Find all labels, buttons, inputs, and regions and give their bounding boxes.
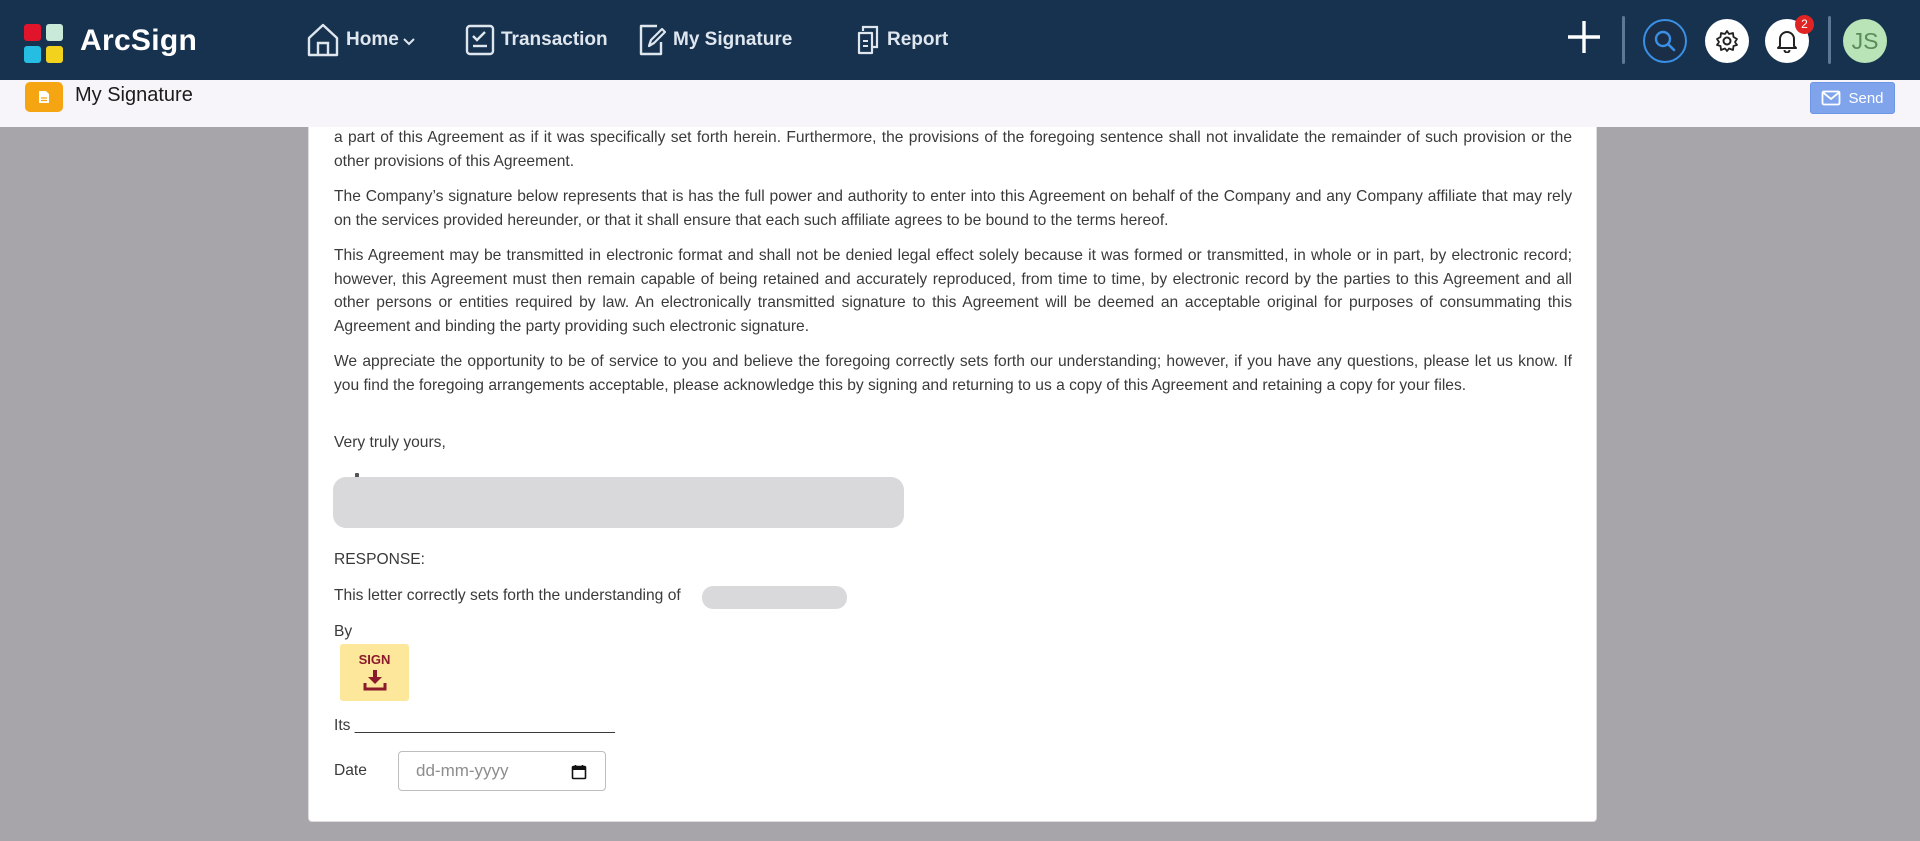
sign-button[interactable]: [340, 644, 409, 701]
page-title: My Signature: [75, 84, 193, 106]
settings-button[interactable]: [1705, 19, 1749, 63]
nav-transaction[interactable]: [465, 20, 608, 60]
nav-my-signature[interactable]: [637, 20, 792, 60]
home-icon: [306, 22, 340, 58]
search-button[interactable]: [1643, 19, 1687, 63]
document-paragraph: This Agreement may be transmitted in electronic format and shall not be denied legal effect solely because it was formed or transmitted, in whole or in part, by electronic record; however, this Agreement must then remain capable of being retained and accurately reproduced, from time to time, by electronic record by the parties to this Agreement and all other persons or entities required by law. An electronically transmitted signature to this Agreement will be deemed an acceptable original for purposes of consummating this Agreement and binding the party providing such electronic signature.: [334, 247, 1572, 335]
nav-report-label: Report: [887, 29, 949, 50]
transaction-icon: [465, 24, 495, 56]
app-name: ArcSign: [80, 24, 198, 57]
send-button-label: Send: [1848, 89, 1884, 107]
top-navbar: [0, 0, 1920, 80]
nav-divider: [1622, 16, 1625, 64]
its-line: Its ______________________________: [334, 717, 615, 734]
signature-doc-icon: [637, 24, 667, 56]
create-new-button[interactable]: [1564, 18, 1604, 62]
date-label: Date: [334, 762, 367, 779]
response-label: RESPONSE:: [334, 551, 425, 568]
bell-icon: [1776, 29, 1798, 53]
arcsign-logo-icon: [24, 24, 63, 63]
redacted-signature-block: [333, 477, 904, 528]
nav-home[interactable]: [306, 20, 422, 60]
by-label: By: [334, 623, 353, 640]
plus-icon: [1565, 18, 1603, 56]
mail-icon: [1821, 90, 1841, 106]
gear-icon: [1715, 29, 1739, 53]
nav-home-label: Home: [346, 29, 399, 50]
user-avatar[interactable]: JS: [1843, 19, 1887, 63]
closing-text: Very truly yours,: [334, 434, 446, 451]
nav-transaction-label: Transaction: [501, 29, 608, 50]
date-input[interactable]: [398, 751, 606, 791]
chevron-down-icon: [402, 37, 416, 47]
document-paragraph: a part of this Agreement as if it was specifically set forth herein. Furthermore, the provisions of the foregoing sentence shall not invalidate the remainder of such provision or the other provisions of this Agreement.: [334, 129, 1572, 170]
report-icon: [855, 25, 881, 55]
document-paragraph: We appreciate the opportunity to be of service to you and believe the foregoing correctly sets forth our understanding; however, if you have any questions, please let us know. If you find the foregoing arrangements acceptable, please acknowledge this by signing and returning to us a copy of this Agreement and retaining a copy for your files.: [334, 353, 1572, 394]
sign-button-label: SIGN: [358, 652, 391, 667]
notification-count-badge: 2: [1795, 15, 1814, 34]
nav-my-signature-label: My Signature: [673, 29, 793, 50]
nav-divider: [1828, 16, 1831, 64]
document-icon: [25, 82, 63, 112]
send-button[interactable]: [1810, 82, 1895, 114]
page-header-bar: [0, 80, 1920, 127]
nav-report[interactable]: [855, 20, 948, 60]
understanding-text: This letter correctly sets forth the understanding of: [334, 587, 681, 604]
search-icon: [1653, 29, 1677, 53]
calendar-icon[interactable]: [571, 764, 587, 780]
date-placeholder: dd-mm-yyyy: [416, 761, 509, 780]
document-paragraph: The Company’s signature below represents that is has the full power and authority to enter into this Agreement on behalf of the Company and any Company affiliate that may rely on the services provided hereunder, or that it shall ensure that each such affiliate agrees to be bound to the terms hereof.: [334, 188, 1572, 229]
redacted-company-name: [702, 586, 847, 609]
download-icon: [363, 669, 387, 691]
